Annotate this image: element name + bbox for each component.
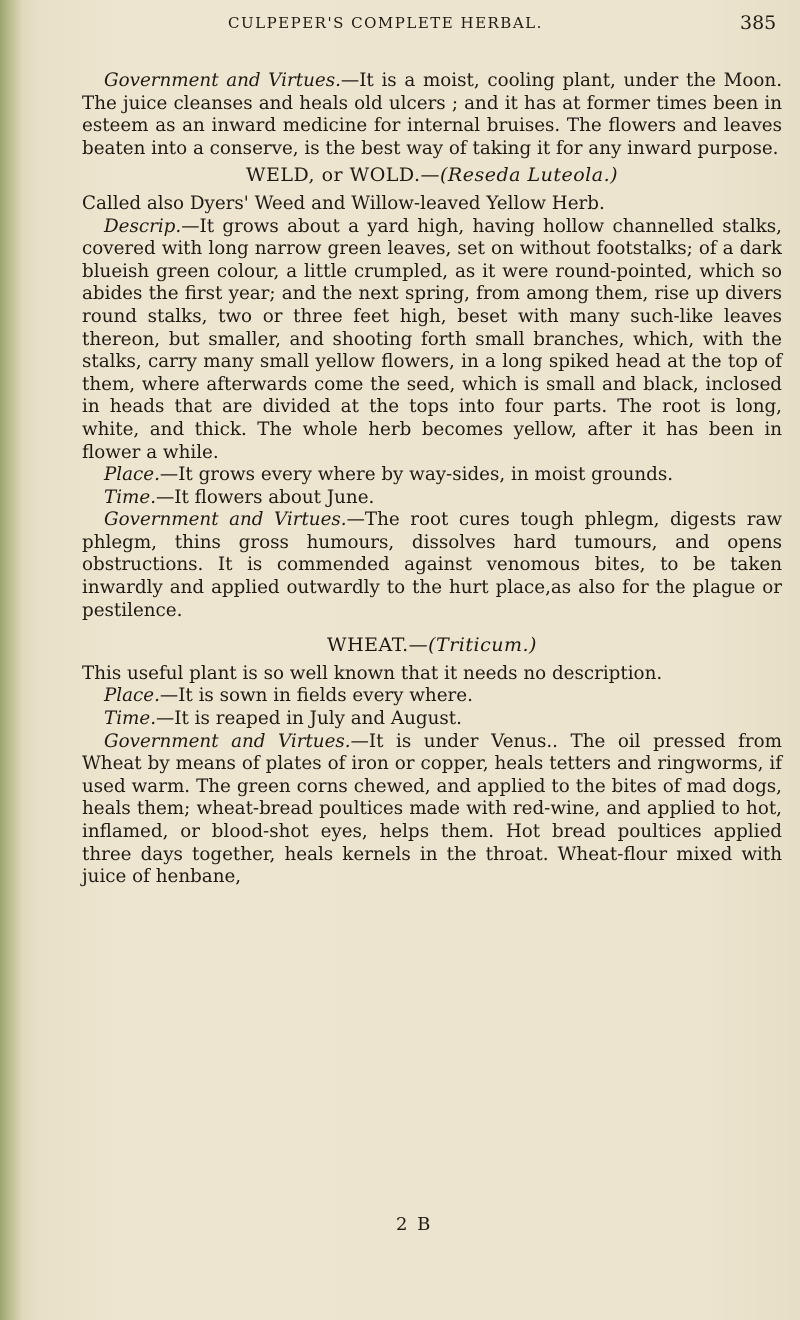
weld-place-text: —It grows every where by way-sides, in moist grounds.: [159, 464, 674, 486]
wheat-intro-text: This useful plant is so well known that it needs no description.: [82, 662, 663, 684]
weld-place: [82, 464, 782, 487]
wheat-gv-label: Government and Virtues.: [104, 730, 351, 752]
weld-time-text: —It flowers about June.: [156, 486, 375, 508]
weld-descrip-label: Descrip.: [104, 215, 182, 237]
body-text: [82, 70, 782, 889]
weld-heading: [82, 164, 782, 187]
intro-paragraph: [82, 70, 782, 160]
weld-time-label: Time.: [104, 486, 157, 508]
wheat-latin: (Triticum.): [428, 634, 537, 657]
wheat-heading: [82, 634, 782, 657]
wheat-virtues: [82, 731, 782, 889]
weld-called: [82, 193, 782, 216]
intro-text: —It is a moist, cooling plant, under the Moon. The juice cleanses and heals old ulcers ; and it has at former times been in esteem as an inward medicine for internal bruises. The flowers and leaves beaten into a conserve, is the best way of taking it for any inward purpose.: [82, 70, 783, 159]
wheat-gv-text: —It is under Venus.. The oil pressed from Wheat by means of plates of iron or copper, heals tetters and ringworms, if used warm. The green corns chewed, and applied to the bites of mad dogs, heals them; wheat-bread poultices made with red-wine, and applied to hot, inflamed, or blood-shot eyes, helps them. Hot bread poultices applied three days together, heals kernels in the throat. Wheat-flour mixed with juice of henbane,: [82, 730, 782, 888]
wheat-title: WHEAT.—: [327, 634, 429, 657]
weld-descrip: [82, 216, 782, 465]
wheat-place-text: —It is sown in fields every where.: [159, 685, 473, 707]
wheat-time-label: Time.: [104, 708, 157, 730]
weld-gv-label: Government and Virtues.: [104, 509, 347, 531]
wheat-intro: [82, 663, 782, 686]
weld-virtues: [82, 509, 782, 622]
weld-title: WELD, or WOLD.—: [245, 164, 440, 187]
running-title: CULPEPER'S COMPLETE HERBAL.: [228, 14, 543, 32]
weld-time: [82, 487, 782, 510]
page-number: 385: [740, 12, 777, 34]
weld-place-label: Place.: [104, 464, 160, 486]
weld-latin: (Reseda Luteola.): [440, 164, 619, 187]
intro-label: Government and Virtues.: [104, 70, 341, 91]
wheat-place: [82, 685, 782, 708]
weld-descrip-text: —It grows about a yard high, having hollow channelled stalks, covered with long narrow green leaves, set on without footstalks; of a dark blueish green colour, a little crumpled, as it were round-pointed, which so abides the first year; and the next spring, from among them, rise up divers round stalks, two or three feet high, beset with many such-like leaves thereon, but smaller, and shooting forth small branches, which, with the stalks, carry many small yellow flowers, in a long spiked head at the top of them, where afterwards come the seed, which is small and black, inclosed in heads that are divided at the tops into four parts. The root is long, white, and thick. The whole herb becomes yellow, after it has been in flower a while.: [82, 215, 782, 463]
wheat-time-text: —It is reaped in July and August.: [156, 708, 462, 730]
wheat-place-label: Place.: [104, 685, 160, 707]
wheat-time: [82, 708, 782, 731]
weld-called-text: Called also Dyers' Weed and Willow-leaved Yellow Herb.: [82, 192, 605, 214]
printer-signature: 2 B: [396, 1214, 433, 1235]
page-gutter-shadow: [0, 0, 22, 1320]
weld-gv-text: —The root cures tough phlegm, digests raw phlegm, thins gross humours, dissolves hard tumours, and opens obstructions. It is commended against venomous bites, to be taken inwardly and applied outwardly to the hurt place,as also for the plague or pestilence.: [82, 509, 782, 621]
